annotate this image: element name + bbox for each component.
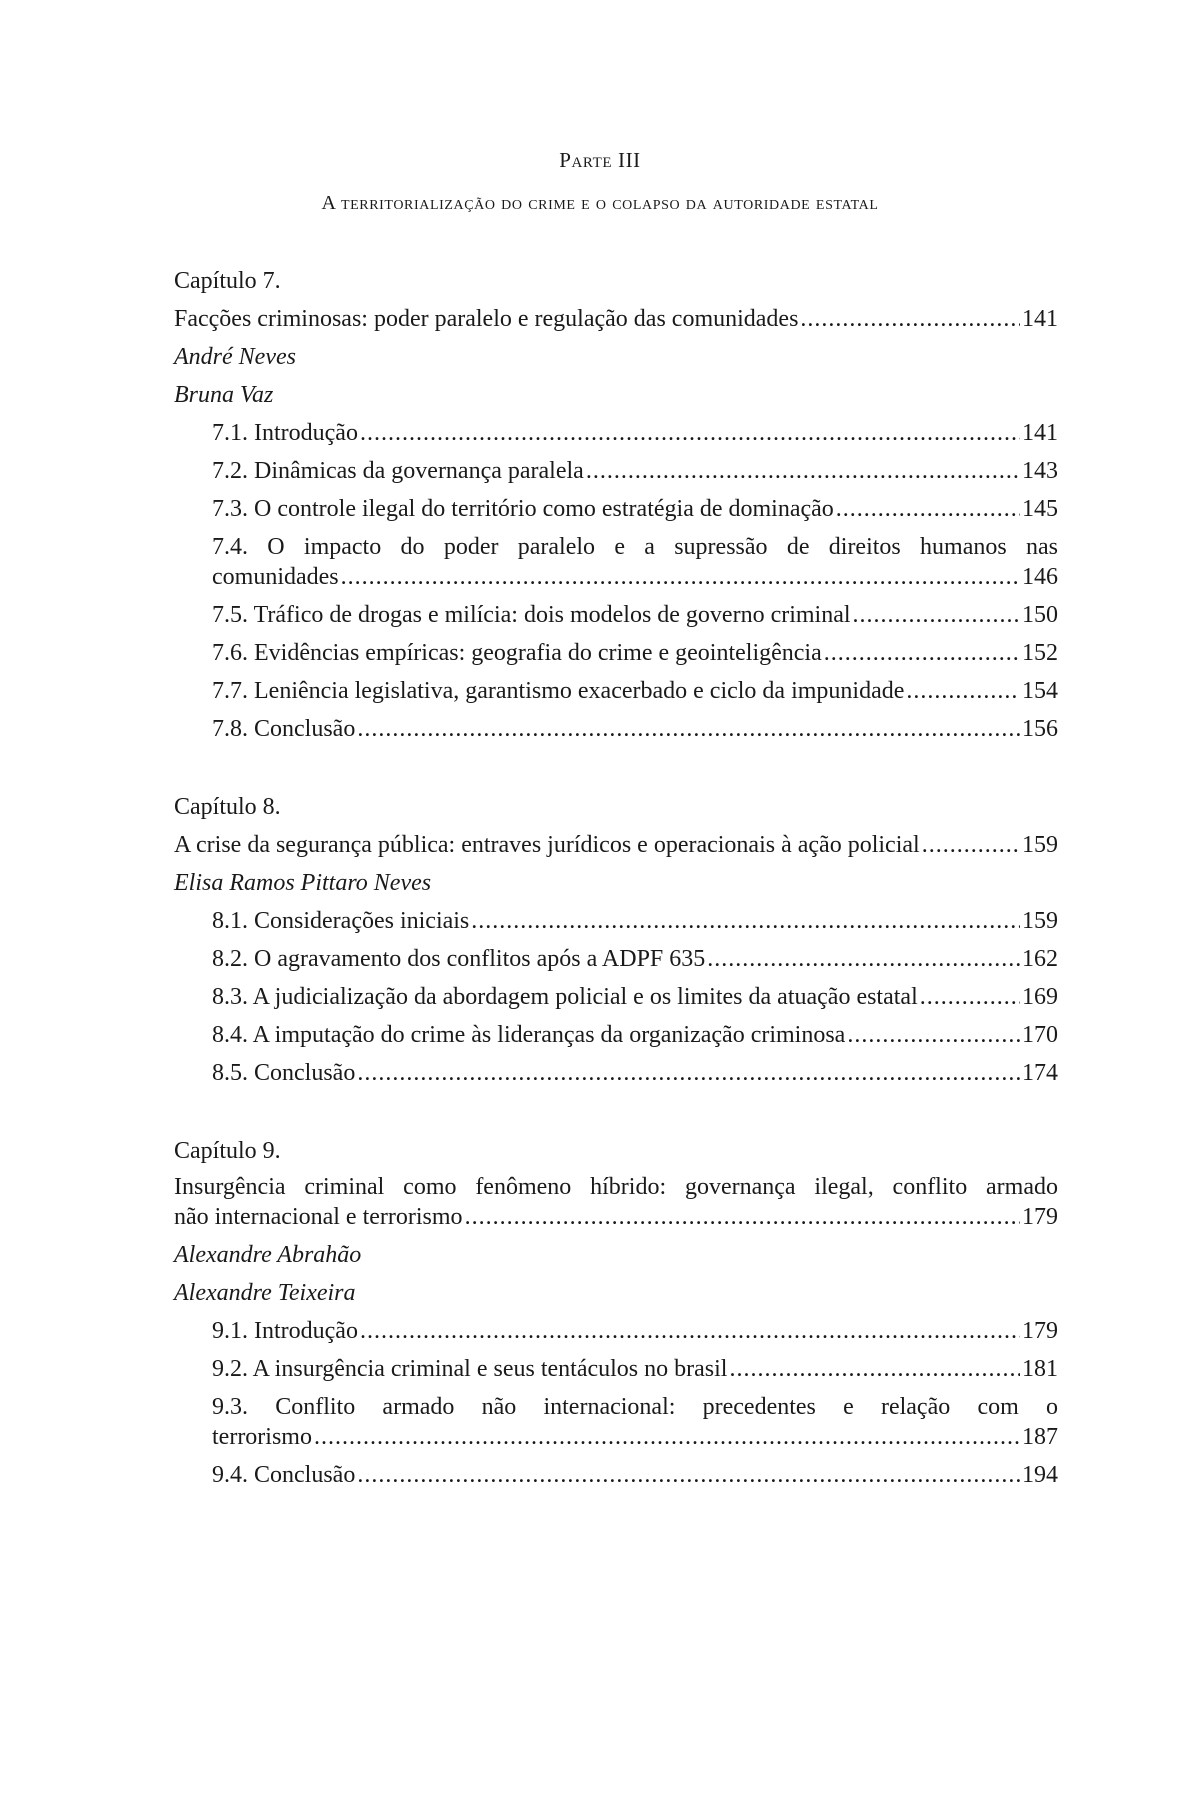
page-number: 152 (1022, 640, 1058, 666)
section-entry[interactable] (174, 672, 1058, 710)
page-number: 187 (1022, 1424, 1058, 1450)
author: Bruna Vaz (174, 382, 274, 408)
page-number: 150 (1022, 602, 1058, 628)
section-title: 7.2. Dinâmicas da governança paralela (212, 458, 584, 484)
table-of-contents (174, 262, 1058, 1534)
section-entry[interactable] (174, 1312, 1058, 1350)
section-entry[interactable] (174, 978, 1058, 1016)
section-entry[interactable] (174, 1016, 1058, 1054)
section-title: 8.5. Conclusão (212, 1060, 356, 1086)
section-entry[interactable] (174, 1456, 1058, 1494)
author: Alexandre Teixeira (174, 1280, 356, 1306)
section-title-continued: comunidades (212, 564, 339, 590)
section-title: 8.2. O agravamento dos conflitos após a ADPF 635 (212, 946, 706, 972)
page-number: 174 (1022, 1060, 1058, 1086)
dot-leader (465, 1202, 1020, 1232)
author: Alexandre Abrahão (174, 1242, 362, 1268)
dot-leader (360, 1312, 1020, 1350)
section-entry[interactable] (174, 596, 1058, 634)
page-number: 156 (1022, 716, 1058, 742)
chapter-title-entry[interactable] (174, 1172, 1058, 1232)
section-title: 9.3. Conflito armado não internacional: precedentes e relação com o (212, 1394, 1058, 1420)
chapter-title-entry[interactable] (174, 300, 1058, 338)
page-number: 141 (1022, 306, 1058, 332)
section-entry[interactable] (174, 452, 1058, 490)
dot-leader (853, 596, 1020, 634)
section-entry[interactable] (174, 414, 1058, 452)
section-entry[interactable] (174, 710, 1058, 748)
page-number: 143 (1022, 458, 1058, 484)
dot-leader (341, 562, 1020, 592)
chapter-7 (174, 262, 1058, 748)
chapter-title: Insurgência criminal como fenômeno híbrido: governança ilegal, conflito armado (174, 1174, 1058, 1200)
section-entry[interactable] (174, 532, 1058, 592)
author: Elisa Ramos Pittaro Neves (174, 870, 432, 896)
dot-leader (360, 414, 1020, 452)
section-entry[interactable] (174, 1350, 1058, 1388)
page-number: 179 (1022, 1204, 1058, 1230)
chapter-title-continued: não internacional e terrorismo (174, 1204, 463, 1230)
part-label: Parte III (559, 148, 641, 172)
section-entry[interactable] (174, 940, 1058, 978)
section-title: 7.8. Conclusão (212, 716, 356, 742)
chapter-title: A crise da segurança pública: entraves jurídicos e operacionais à ação policial (174, 832, 920, 858)
page-number: 146 (1022, 564, 1058, 590)
dot-leader (824, 634, 1020, 672)
page-number: 159 (1022, 832, 1058, 858)
chapter-label: Capítulo 9. (174, 1138, 281, 1164)
section-entry[interactable] (174, 490, 1058, 528)
section-title: 7.5. Tráfico de drogas e milícia: dois modelos de governo criminal (212, 602, 851, 628)
dot-leader (800, 300, 1020, 338)
dot-leader (920, 978, 1020, 1016)
chapter-title: Facções criminosas: poder paralelo e regulação das comunidades (174, 306, 799, 332)
dot-leader (922, 826, 1020, 864)
dot-leader (707, 940, 1020, 978)
page-number: 145 (1022, 496, 1058, 522)
chapter-label: Capítulo 8. (174, 794, 281, 820)
section-title: 9.1. Introdução (212, 1318, 358, 1344)
dot-leader (906, 672, 1020, 710)
section-entry[interactable] (174, 1054, 1058, 1092)
part-title: A territorialização do crime e o colapso da autoridade estatal (321, 192, 879, 214)
chapter-9 (174, 1132, 1058, 1494)
page-number: 181 (1022, 1356, 1058, 1382)
dot-leader (729, 1350, 1020, 1388)
dot-leader (357, 1456, 1020, 1494)
chapter-title-entry[interactable] (174, 826, 1058, 864)
chapter-label: Capítulo 7. (174, 268, 281, 294)
section-entry[interactable] (174, 634, 1058, 672)
dot-leader (471, 902, 1020, 940)
section-title: 9.4. Conclusão (212, 1462, 356, 1488)
section-title: 7.4. O impacto do poder paralelo e a supressão de direitos humanos nas (212, 534, 1058, 560)
dot-leader (836, 490, 1020, 528)
dot-leader (314, 1422, 1020, 1452)
author: André Neves (174, 344, 296, 370)
section-title: 7.3. O controle ilegal do território como estratégia de dominação (212, 496, 834, 522)
page-number: 170 (1022, 1022, 1058, 1048)
section-title: 8.3. A judicialização da abordagem policial e os limites da atuação estatal (212, 984, 918, 1010)
section-title: 8.1. Considerações iniciais (212, 908, 470, 934)
page-number: 179 (1022, 1318, 1058, 1344)
page-number: 194 (1022, 1462, 1058, 1488)
section-title: 7.7. Leniência legislativa, garantismo exacerbado e ciclo da impunidade (212, 678, 905, 704)
dot-leader (847, 1016, 1020, 1054)
section-title: 8.4. A imputação do crime às lideranças da organização criminosa (212, 1022, 846, 1048)
section-entry[interactable] (174, 902, 1058, 940)
page-number: 169 (1022, 984, 1058, 1010)
dot-leader (586, 452, 1020, 490)
page-number: 162 (1022, 946, 1058, 972)
section-title: 7.1. Introdução (212, 420, 358, 446)
section-entry[interactable] (174, 1392, 1058, 1452)
dot-leader (357, 1054, 1020, 1092)
page-number: 154 (1022, 678, 1058, 704)
chapter-8 (174, 788, 1058, 1092)
section-title: 9.2. A insurgência criminal e seus tentáculos no brasil (212, 1356, 728, 1382)
section-title-continued: terrorismo (212, 1424, 312, 1450)
dot-leader (357, 710, 1020, 748)
page-number: 159 (1022, 908, 1058, 934)
page-number: 141 (1022, 420, 1058, 446)
section-title: 7.6. Evidências empíricas: geografia do crime e geointeligência (212, 640, 822, 666)
